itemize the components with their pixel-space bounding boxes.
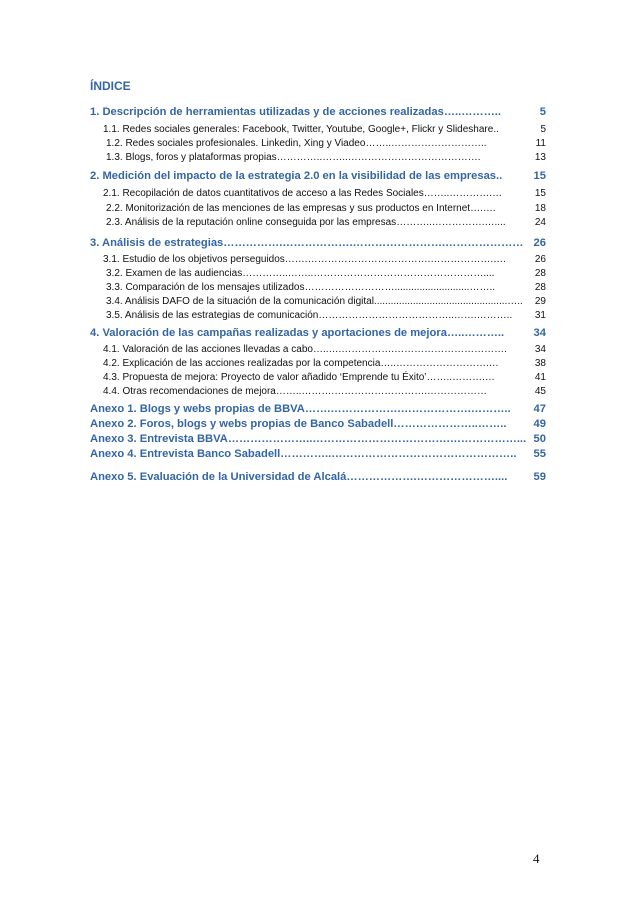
toc-subsection-4-4[interactable] xyxy=(103,386,546,397)
toc-leader-dots: …………………………………..…….……….. xyxy=(318,310,513,321)
toc-subsection-4-2[interactable] xyxy=(103,358,546,369)
toc-page-number: 24 xyxy=(534,217,546,228)
toc-leader-dots: .. xyxy=(493,124,499,135)
toc-leader-dots: …..….…………….……………………………. xyxy=(312,344,507,355)
page-number: 4 xyxy=(533,851,540,866)
toc-leader-dots: …………………..……………………………….………………... xyxy=(227,433,527,445)
toc-page-number: 5 xyxy=(539,106,546,118)
toc-entry-text: 3.4. Análisis DAFO de la situación de la comunicación digital xyxy=(106,296,374,307)
toc-section-3[interactable] xyxy=(90,237,546,249)
toc-subsection-3-1[interactable] xyxy=(103,254,546,265)
toc-leader-dots: …………..……..…………………………………. xyxy=(276,152,481,163)
toc-page-number: 11 xyxy=(535,138,546,149)
toc-leader-dots: ……..………….… xyxy=(423,188,503,199)
toc-entry-text: 4.4. Otras recomendaciones de mejora xyxy=(103,386,276,397)
toc-page-number: 18 xyxy=(534,203,546,214)
toc-leader-dots: ………………………...........................…….. xyxy=(304,282,496,293)
toc-leader-dots: ……………….………………….... xyxy=(346,471,508,483)
toc-subsection-3-3[interactable] xyxy=(106,282,546,293)
toc-entry-text: 1.2. Redes sociales profesionales. Linkedin, Xing y Viadeo xyxy=(106,138,366,149)
toc-page-number: 47 xyxy=(533,403,546,415)
toc-entry-text: 1.1. Redes sociales generales: Facebook, Twitter, Youtube, Google+, Flickr y Slideshare xyxy=(103,124,494,135)
toc-leader-dots: ….…. xyxy=(470,203,496,214)
toc-page-number: 31 xyxy=(534,310,546,321)
toc-leader-dots: …….……………….……………….……….. xyxy=(304,403,511,415)
toc-page-number: 28 xyxy=(534,282,546,293)
toc-entry-text: 2.1. Recopilación de datos cuantitativos de acceso a las Redes Sociales xyxy=(103,188,424,199)
toc-annex-5[interactable] xyxy=(90,471,546,483)
toc-subsection-4-3[interactable] xyxy=(103,372,546,383)
toc-entry-text: 2.2. Monitorización de las menciones de las empresas y sus productos en Internet xyxy=(106,203,471,214)
toc-page-number: 34 xyxy=(533,327,546,339)
toc-entry-text: 3. Análisis de estrategias xyxy=(90,237,224,249)
toc-entry-text: 1. Descripción de herramientas utilizadas y de acciones realizadas xyxy=(90,106,444,118)
toc-entry-text: 3.5. Análisis de las estrategias de comunicación xyxy=(106,310,319,321)
toc-leader-dots: …………..……..…………………………………………….... xyxy=(242,268,495,279)
toc-leader-dots: …………..………………………………………….. xyxy=(280,448,517,460)
toc-entry-text: 1.3. Blogs, foros y plataformas propias xyxy=(106,152,277,163)
toc-page-number: 13 xyxy=(534,152,546,163)
toc-page-number: 41 xyxy=(534,372,546,383)
toc-entry-text: 4.2. Explicación de las acciones realizadas por la competencia xyxy=(103,358,381,369)
toc-annex-3[interactable] xyxy=(90,433,546,445)
toc-subsection-1-3[interactable] xyxy=(106,152,546,163)
toc-leader-dots: ……..……………………….. xyxy=(365,138,487,149)
toc-subsection-2-3[interactable] xyxy=(106,217,546,228)
toc-page-number: 28 xyxy=(534,268,546,279)
toc-page-number: 29 xyxy=(534,296,546,307)
toc-leader-dots: ………..…………….….... xyxy=(396,217,506,228)
toc-leader-dots: …………………..…….. xyxy=(393,418,507,430)
toc-leader-dots: …..……….. xyxy=(443,106,501,118)
toc-leader-dots: …….……………………………….……………….…. xyxy=(284,254,506,265)
toc-page-number: 15 xyxy=(534,188,546,199)
toc-leader-dots: .. xyxy=(496,170,503,182)
toc-section-1[interactable] xyxy=(90,106,546,118)
toc-subsection-3-4[interactable] xyxy=(106,296,546,307)
toc-entry-text: 2. Medición del impacto de la estrategia 2.0 en la visibilidad de las empresas xyxy=(90,170,497,182)
toc-entry-text: 3.3. Comparación de los mensajes utilizados xyxy=(106,282,305,293)
toc-subsection-2-2[interactable] xyxy=(106,203,546,214)
toc-annex-4[interactable] xyxy=(90,448,546,460)
toc-page-number: 26 xyxy=(533,237,546,249)
toc-annex-1[interactable] xyxy=(90,403,546,415)
toc-entry-text: Anexo 2. Foros, blogs y webs propias de Banco Sabadell xyxy=(90,418,394,430)
toc-entry-text: 4. Valoración de las campañas realizadas y aportaciones de mejora xyxy=(90,327,447,339)
toc-leader-dots: …..……………………….… xyxy=(380,358,499,369)
toc-page-number: 55 xyxy=(533,448,546,460)
toc-entry-text: Anexo 3. Entrevista BBVA xyxy=(90,433,228,445)
toc-leader-dots: ……..……….……………………….……………… xyxy=(275,386,487,397)
toc-page-number: 38 xyxy=(534,358,546,369)
toc-subsection-1-1[interactable] xyxy=(103,124,546,135)
toc-subsection-1-2[interactable] xyxy=(106,138,546,149)
toc-leader-dots: ................................................….. xyxy=(373,296,523,307)
toc-page-number: 49 xyxy=(533,418,546,430)
toc-entry-text: 3.1. Estudio de los objetivos perseguidos xyxy=(103,254,285,265)
index-title: ÍNDICE xyxy=(90,79,131,93)
toc-annex-2[interactable] xyxy=(90,418,546,430)
toc-section-2[interactable] xyxy=(90,170,546,182)
toc-page-number: 34 xyxy=(534,344,546,355)
toc-page-number: 5 xyxy=(540,124,546,135)
toc-leader-dots: …..……….. xyxy=(446,327,505,339)
toc-page-number: 50 xyxy=(533,433,546,445)
toc-entry-text: Anexo 1. Blogs y webs propias de BBVA xyxy=(90,403,305,415)
toc-entry-text: 3.2. Examen de las audiencias xyxy=(106,268,243,279)
toc-entry-text: 4.1. Valoración de las acciones llevadas a cabo xyxy=(103,344,313,355)
toc-page-number: 45 xyxy=(534,386,546,397)
toc-page-number: 15 xyxy=(533,170,546,182)
toc-entry-text: Anexo 5. Evaluación de la Universidad de Alcalá xyxy=(90,471,347,483)
toc-subsection-2-1[interactable] xyxy=(103,188,546,199)
toc-leader-dots: ……..……….… xyxy=(426,372,495,383)
toc-subsection-3-2[interactable] xyxy=(106,268,546,279)
toc-subsection-4-1[interactable] xyxy=(103,344,546,355)
toc-subsection-3-5[interactable] xyxy=(106,310,546,321)
toc-page-number: 59 xyxy=(533,471,546,483)
toc-leader-dots: …………….……………….…………………….………………… xyxy=(223,237,524,249)
toc-entry-text: 2.3. Análisis de la reputación online conseguida por las empresas xyxy=(106,217,397,228)
toc-page-number: 26 xyxy=(534,254,546,265)
toc-section-4[interactable] xyxy=(90,327,546,339)
toc-entry-text: 4.3. Propuesta de mejora: Proyecto de valor añadido ‘Emprende tu Éxito’ xyxy=(103,372,427,383)
toc-entry-text: Anexo 4. Entrevista Banco Sabadell xyxy=(90,448,281,460)
